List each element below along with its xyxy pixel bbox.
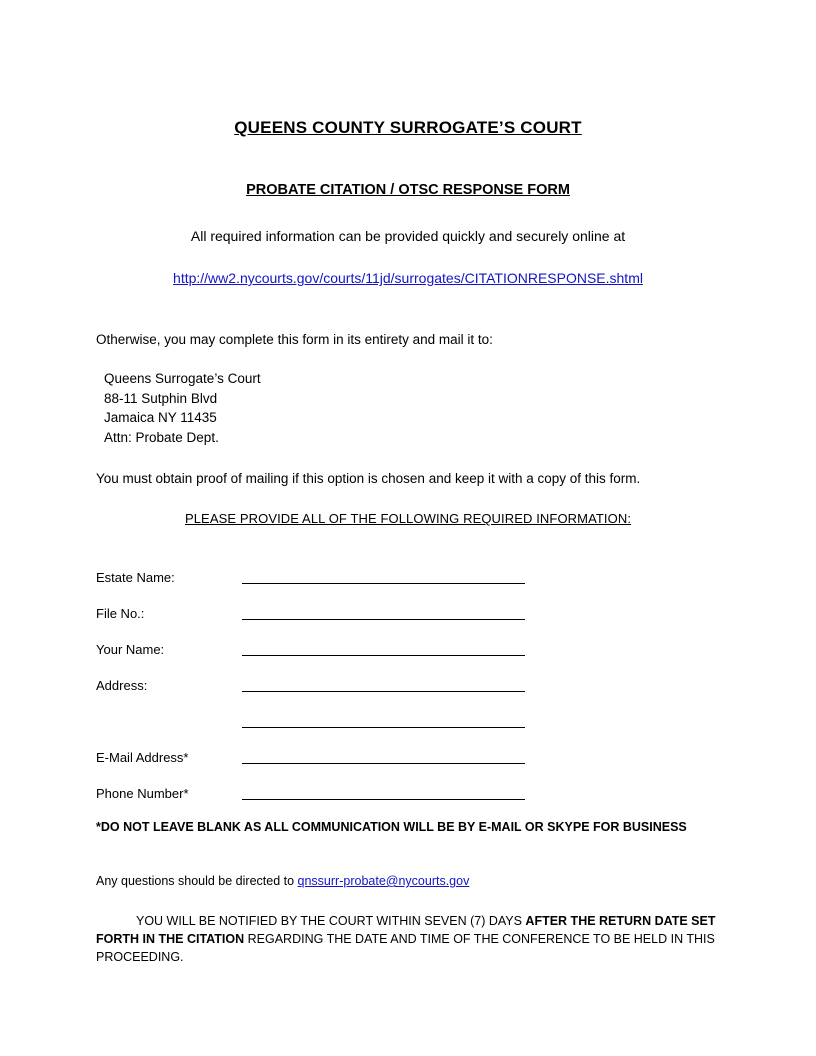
notice-part-3: REGARDING THE DATE AND TIME OF THE CONFERENCE TO BE HELD IN THIS PROCEEDING. — [96, 932, 715, 964]
questions-prefix-text: Any questions should be directed to — [96, 874, 298, 888]
estate-name-label: Estate Name: — [96, 570, 175, 585]
address-label: Address: — [96, 678, 148, 693]
mail-instructions-text: Otherwise, you may complete this form in its entirety and mail it to: — [96, 332, 493, 347]
do-not-leave-blank-note: *DO NOT LEAVE BLANK AS ALL COMMUNICATION WILL BE BY E-MAIL OR SKYPE FOR BUSINESS — [96, 820, 687, 834]
proof-of-mailing-text: You must obtain proof of mailing if this option is chosen and keep it with a copy of this form. — [96, 471, 641, 486]
field-row-email — [96, 730, 720, 766]
field-row-estate-name — [96, 550, 720, 586]
address-input-line-2[interactable] — [242, 713, 525, 728]
required-information-heading: PLEASE PROVIDE ALL OF THE FOLLOWING REQUIRED INFORMATION: — [184, 511, 632, 526]
probate-email-link[interactable]: qnssurr-probate@nycourts.gov — [297, 874, 470, 888]
field-row-your-name — [96, 622, 720, 658]
file-no-label: File No.: — [96, 606, 145, 621]
notice-part-1: YOU WILL BE NOTIFIED BY THE COURT WITHIN SEVEN (7) DAYS — [136, 914, 526, 928]
your-name-input[interactable] — [242, 641, 525, 656]
top-spacer — [96, 0, 720, 118]
field-row-phone — [96, 766, 720, 802]
online-submission-text: All required information can be provided quickly and securely online at — [190, 228, 626, 244]
phone-number-label: Phone Number* — [96, 786, 189, 801]
address-line-1: Queens Surrogate’s Court — [104, 371, 261, 386]
address-line-3: Jamaica NY 11435 — [104, 410, 217, 425]
your-name-label: Your Name: — [96, 642, 165, 657]
file-no-input[interactable] — [242, 605, 525, 620]
form-fields — [96, 550, 720, 802]
email-address-input[interactable] — [242, 749, 525, 764]
questions-line — [96, 874, 720, 888]
phone-number-input[interactable] — [242, 785, 525, 800]
email-address-label: E-Mail Address* — [96, 750, 189, 765]
field-row-address-second — [96, 694, 720, 730]
notice-part-2-bold: AFTER THE RETURN DATE SET FORTH IN THE CITATION — [96, 914, 716, 946]
estate-name-input[interactable] — [242, 569, 525, 584]
notification-notice — [96, 912, 720, 966]
document-subtitle: PROBATE CITATION / OTSC RESPONSE FORM — [246, 182, 570, 198]
mailing-address-block — [104, 369, 720, 447]
address-line-4: Attn: Probate Dept. — [104, 429, 219, 445]
citation-response-link[interactable]: http://ww2.nycourts.gov/courts/11jd/surrogates/CITATIONRESPONSE.shtml — [173, 270, 643, 286]
field-row-address — [96, 658, 720, 694]
address-input-line-1[interactable] — [242, 677, 525, 692]
address-line-2: 88-11 Sutphin Blvd — [104, 390, 218, 406]
citation-response-url-line — [96, 270, 720, 288]
page-title: QUEENS COUNTY SURROGATE’S COURT — [234, 118, 582, 137]
field-row-file-no — [96, 586, 720, 622]
